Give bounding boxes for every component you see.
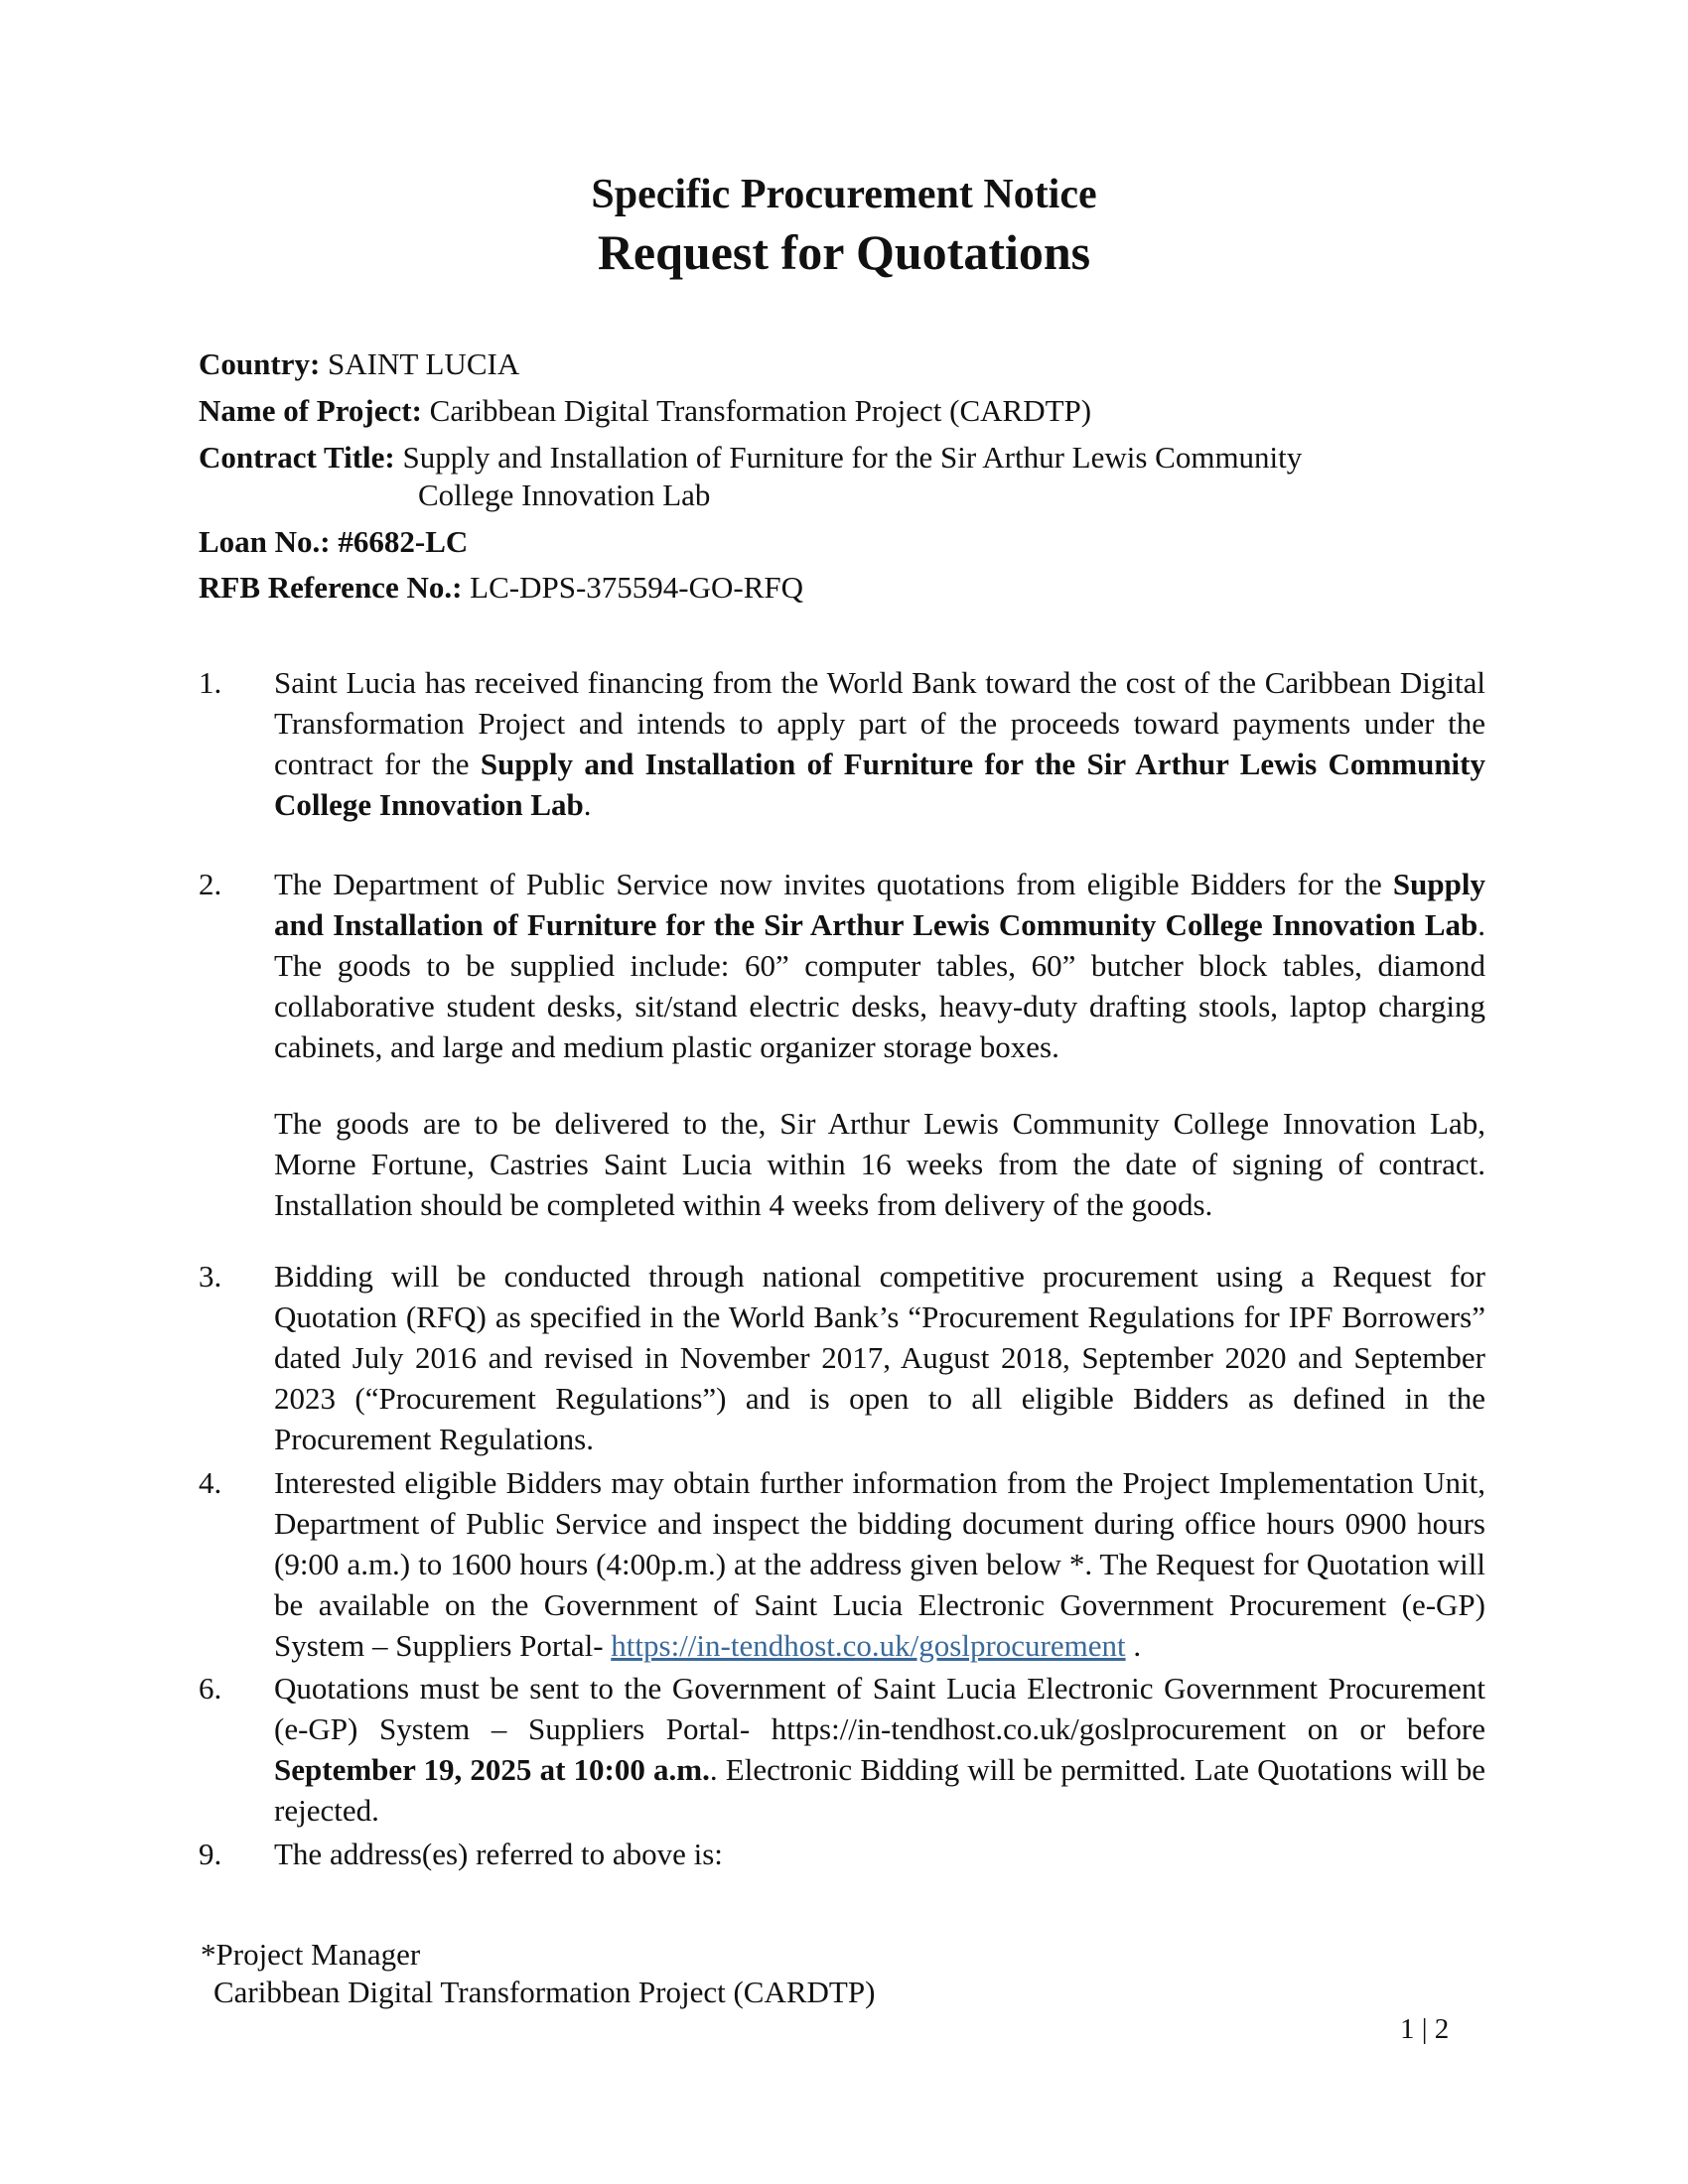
project-line bbox=[199, 392, 1091, 430]
contract-value-continued: College Innovation Lab bbox=[418, 478, 711, 512]
page-number: 1 | 2 bbox=[1400, 2013, 1450, 2045]
rfb-label: RFB Reference No.: bbox=[199, 570, 463, 605]
bold-contract-name: Supply and Installation of Furniture for the Sir Arthur Lewis Community College Innovation Lab bbox=[274, 867, 1485, 942]
text-span: . Electronic Bidding will be permitted. Late Quotations will be rejected. bbox=[274, 1752, 1485, 1828]
text-span: Interested eligible Bidders may obtain further information from the Project Implementation Unit, Department of Public Service and inspect the bidding document during office hours 0900 hours (9:00 a.m.) to 1600 hours (4:00p.m.) at the address given below *. The Request for Quotation will be available on the Government of Saint Lucia Electronic Government Procurement (e-GP) System – Suppliers Portal- bbox=[274, 1465, 1485, 1663]
paragraph-text bbox=[274, 1462, 1485, 1666]
contract-label: Contract Title: bbox=[199, 440, 395, 475]
paragraph-number: 9. bbox=[199, 1837, 222, 1871]
contract-line bbox=[199, 439, 1302, 477]
paragraph-text: The goods are to be delivered to the, Sir Arthur Lewis Community College Innovation Lab, Morne Fortune, Castries Saint Lucia within 16 weeks from the date of signing of contract. Installation should be completed within 4 weeks from delivery of the goods. bbox=[274, 1106, 1485, 1222]
text-span: . bbox=[583, 787, 592, 822]
address-line-2: Caribbean Digital Transformation Project (CARDTP) bbox=[213, 1975, 876, 2009]
loan-label: Loan No.: #6682-LC bbox=[199, 524, 469, 559]
loan-line bbox=[199, 523, 468, 561]
rfb-value: LC-DPS-375594-GO-RFQ bbox=[470, 570, 804, 605]
paragraph-text: Bidding will be conducted through national competitive procurement using a Request for Quotation (RFQ) as specified in the World Bank’s “Procurement Regulations for IPF Borrowers” dated July 2016 and revised in November 2017, August 2018, September 2020 and September 2023 (“Procurement Regulations”) and is open to all eligible Bidders as defined in the Procurement Regulations. bbox=[274, 1259, 1485, 1456]
text-span: . The goods to be supplied include: 60” computer tables, 60” butcher block tables, diamond collaborative student desks, sit/stand electric desks, heavy-duty drafting stools, laptop charging cabinets, and large and medium plastic organizer storage boxes. bbox=[274, 907, 1485, 1064]
paragraph-number: 4. bbox=[199, 1465, 222, 1500]
project-value: Caribbean Digital Transformation Project (CARDTP) bbox=[429, 393, 1092, 428]
paragraph-text bbox=[274, 864, 1485, 1067]
paragraph-number: 6. bbox=[199, 1671, 222, 1706]
text-span: . bbox=[1125, 1628, 1142, 1663]
deadline-date: September 19, 2025 at 10:00 a.m. bbox=[274, 1752, 710, 1787]
country-line bbox=[199, 345, 519, 383]
text-span: Saint Lucia has received financing from the World Bank toward the cost of the Caribbean Digital Transformation Project and intends to apply part of the proceeds toward payments under the contract for the bbox=[274, 665, 1485, 781]
text-span: The Department of Public Service now invites quotations from eligible Bidders for the bbox=[274, 867, 1393, 901]
paragraph-text bbox=[274, 1668, 1485, 1831]
paragraph-text bbox=[274, 662, 1485, 825]
notice-title: Specific Procurement Notice bbox=[591, 172, 1097, 217]
paragraph-number: 3. bbox=[199, 1259, 222, 1294]
notice-subtitle: Request for Quotations bbox=[597, 224, 1091, 280]
address-line-1: *Project Manager bbox=[201, 1937, 421, 1972]
bold-contract-name: Supply and Installation of Furniture for the Sir Arthur Lewis Community College Innovation Lab bbox=[274, 747, 1485, 822]
country-value: SAINT LUCIA bbox=[328, 346, 520, 381]
contract-value: Supply and Installation of Furniture for the Sir Arthur Lewis Community bbox=[402, 440, 1303, 475]
paragraph-number: 2. bbox=[199, 867, 222, 901]
portal-link[interactable]: https://in-tendhost.co.uk/goslprocurement bbox=[611, 1628, 1126, 1663]
text-span: Quotations must be sent to the Government of Saint Lucia Electronic Government Procurement (e-GP) System – Suppliers Portal- https://in-tendhost.co.uk/goslprocurement on or before bbox=[274, 1671, 1485, 1746]
rfb-line bbox=[199, 569, 803, 607]
paragraph-text: The address(es) referred to above is: bbox=[274, 1837, 723, 1871]
paragraph-number: 1. bbox=[199, 665, 222, 700]
country-label: Country: bbox=[199, 346, 321, 381]
project-label: Name of Project: bbox=[199, 393, 422, 428]
